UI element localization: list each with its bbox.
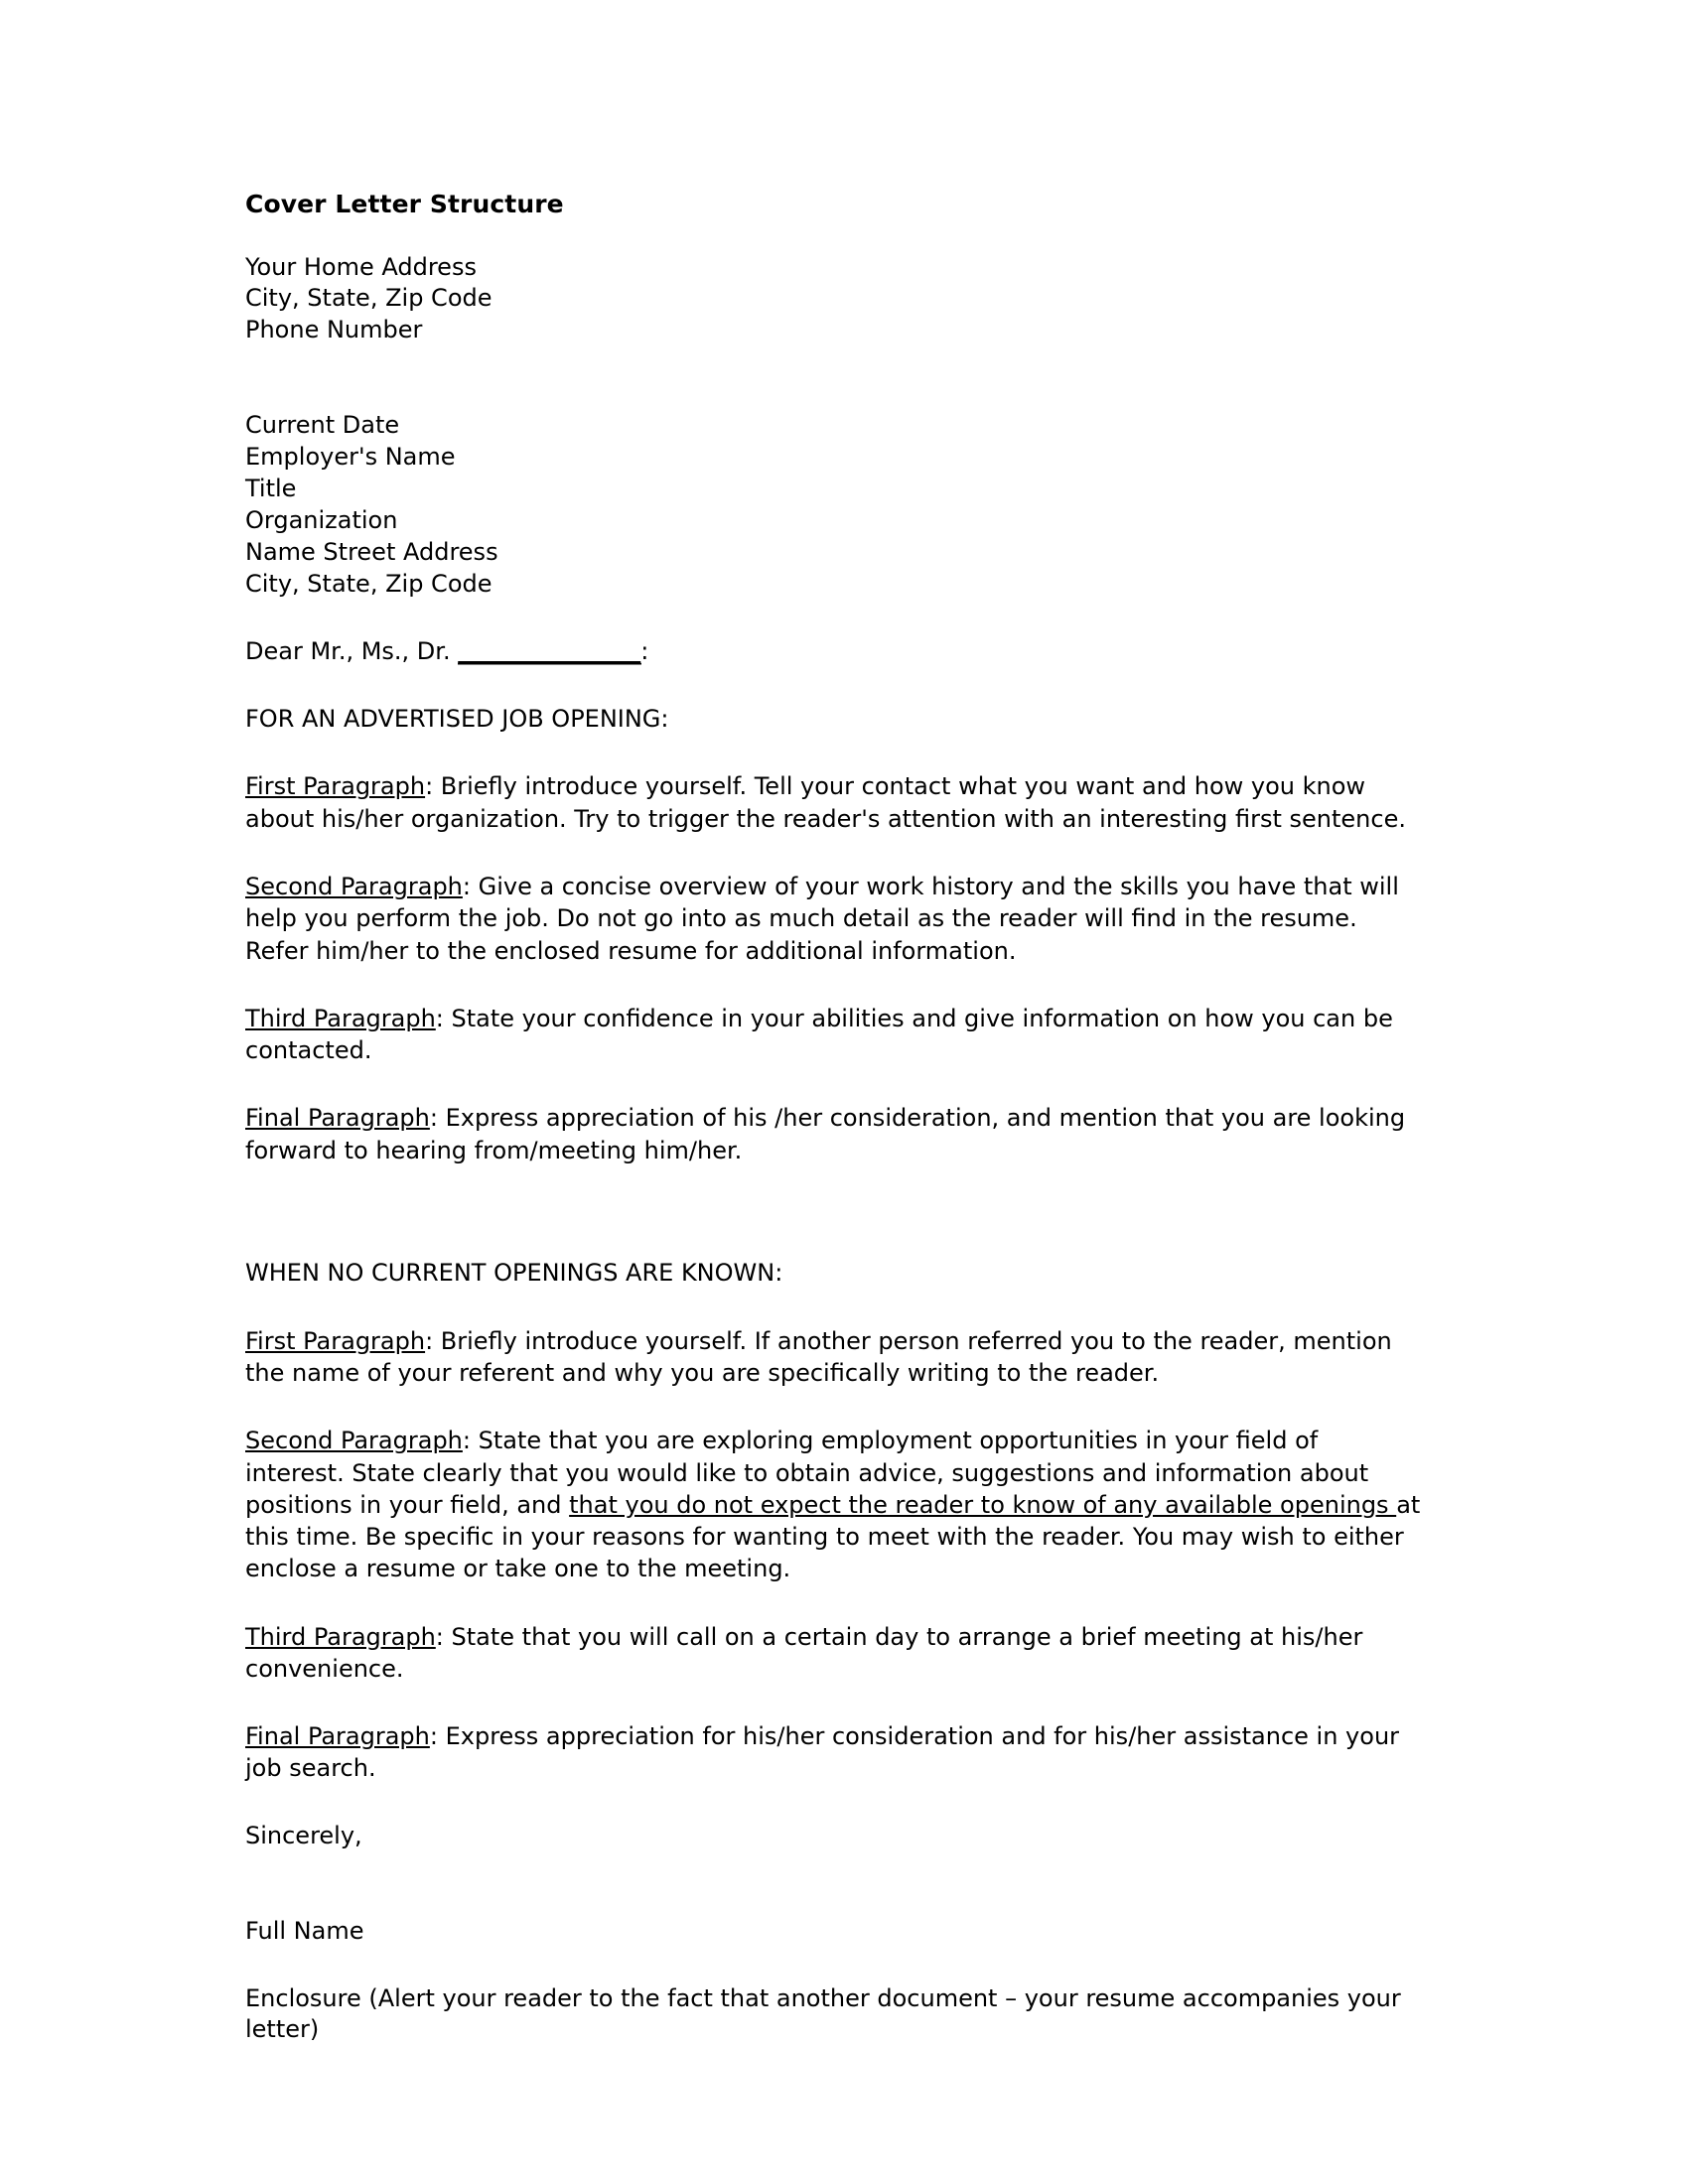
paragraph-label: Second Paragraph	[245, 1427, 463, 1455]
paragraph-text: at this time. Be specific in your reasons for wanting to meet with the reader. You may wish to either enclose a resume or take one to the meeting.	[245, 1490, 1421, 1583]
spacer	[245, 1290, 1422, 1325]
spacer	[245, 601, 1422, 636]
paragraph-second-no-openings	[245, 1425, 1422, 1584]
paragraph-third-advertised	[245, 1003, 1422, 1067]
spacer	[245, 1785, 1422, 1821]
paragraph-first-no-openings	[245, 1325, 1422, 1390]
recipient-line-street: Name Street Address	[245, 537, 498, 566]
spacer	[245, 835, 1422, 871]
paragraph-emphasis: that you do not expect the reader to know of any available openings	[569, 1490, 1397, 1519]
spacer	[245, 1585, 1422, 1621]
recipient-line-organization: Organization	[245, 505, 398, 534]
spacer	[245, 1852, 1422, 1916]
paragraph-label: Third Paragraph	[245, 1004, 436, 1032]
paragraph-text: : State that you will call on a certain day to arrange a brief meeting at his/her convenience.	[245, 1622, 1363, 1683]
paragraph-text: : Express appreciation of his /her consideration, and mention that you are looking forward to hearing from/meeting him/her.	[245, 1104, 1406, 1164]
closing-line: Sincerely,	[245, 1821, 362, 1849]
paragraph-text: : State your confidence in your abilities and give information on how you can be contacted.	[245, 1004, 1393, 1065]
paragraph-final-advertised	[245, 1102, 1422, 1166]
spacer	[245, 346, 1422, 410]
paragraph-label: Third Paragraph	[245, 1622, 436, 1651]
spacer	[245, 1389, 1422, 1425]
paragraph-text: : State that you are exploring employment opportunities in your field of interest. State clearly that you would like to obtain advice, suggestions and information about positions in your field, and	[245, 1427, 1369, 1519]
paragraph-final-no-openings	[245, 1720, 1422, 1785]
sender-address-block	[245, 252, 1422, 347]
section-heading-advertised: FOR AN ADVERTISED JOB OPENING:	[245, 704, 669, 733]
document-body	[245, 189, 1422, 2046]
paragraph-label: Final Paragraph	[245, 1104, 430, 1133]
salutation-suffix: :	[640, 636, 649, 665]
spacer	[245, 1948, 1422, 1983]
paragraph-label: First Paragraph	[245, 1326, 426, 1355]
paragraph-label: Second Paragraph	[245, 873, 463, 900]
paragraph-label: First Paragraph	[245, 772, 426, 801]
paragraph-text: : Give a concise overview of your work history and the skills you have that will help you perform the job. Do not go into as much detail as the reader will find in the resume. Refer him/her to the enclosed resume for additional information.	[245, 873, 1399, 965]
signature-full-name: Full Name	[245, 1916, 364, 1945]
paragraph-text: : Briefly introduce yourself. Tell your contact what you want and how you know about his/her organization. Try to trigger the reader's attention with an interesting first sentence.	[245, 772, 1406, 833]
sender-address-line: City, State, Zip Code	[245, 284, 492, 313]
paragraph-text: : Briefly introduce yourself. If another person referred you to the reader, mention the name of your referent and why you are specifically writing to the reader.	[245, 1326, 1392, 1388]
section-heading-no-openings: WHEN NO CURRENT OPENINGS ARE KNOWN:	[245, 1258, 783, 1287]
spacer	[245, 1685, 1422, 1720]
paragraph-second-advertised	[245, 871, 1422, 967]
salutation-blank: ________________	[458, 636, 641, 665]
paragraph-label: Final Paragraph	[245, 1722, 430, 1751]
spacer	[245, 967, 1422, 1003]
enclosure-note: Enclosure (Alert your reader to the fact that another document – your resume accompanies your letter)	[245, 1983, 1401, 2044]
sender-address-line: Phone Number	[245, 316, 423, 344]
paragraph-text: : Express appreciation for his/her consideration and for his/her assistance in your job search.	[245, 1722, 1400, 1783]
page-title: Cover Letter Structure	[245, 190, 564, 218]
spacer	[245, 1166, 1422, 1258]
recipient-line-city: City, State, Zip Code	[245, 569, 492, 598]
spacer	[245, 735, 1422, 770]
paragraph-first-advertised	[245, 770, 1422, 835]
spacer	[245, 1066, 1422, 1102]
salutation-prefix: Dear Mr., Ms., Dr.	[245, 636, 459, 665]
sender-address-line: Your Home Address	[245, 252, 477, 281]
recipient-line-title: Title	[245, 475, 297, 503]
paragraph-third-no-openings	[245, 1621, 1422, 1686]
recipient-address-block	[245, 410, 1422, 600]
spacer	[245, 668, 1422, 704]
recipient-line-date: Current Date	[245, 411, 400, 440]
salutation-line	[245, 636, 1422, 668]
recipient-line-name: Employer's Name	[245, 443, 456, 472]
